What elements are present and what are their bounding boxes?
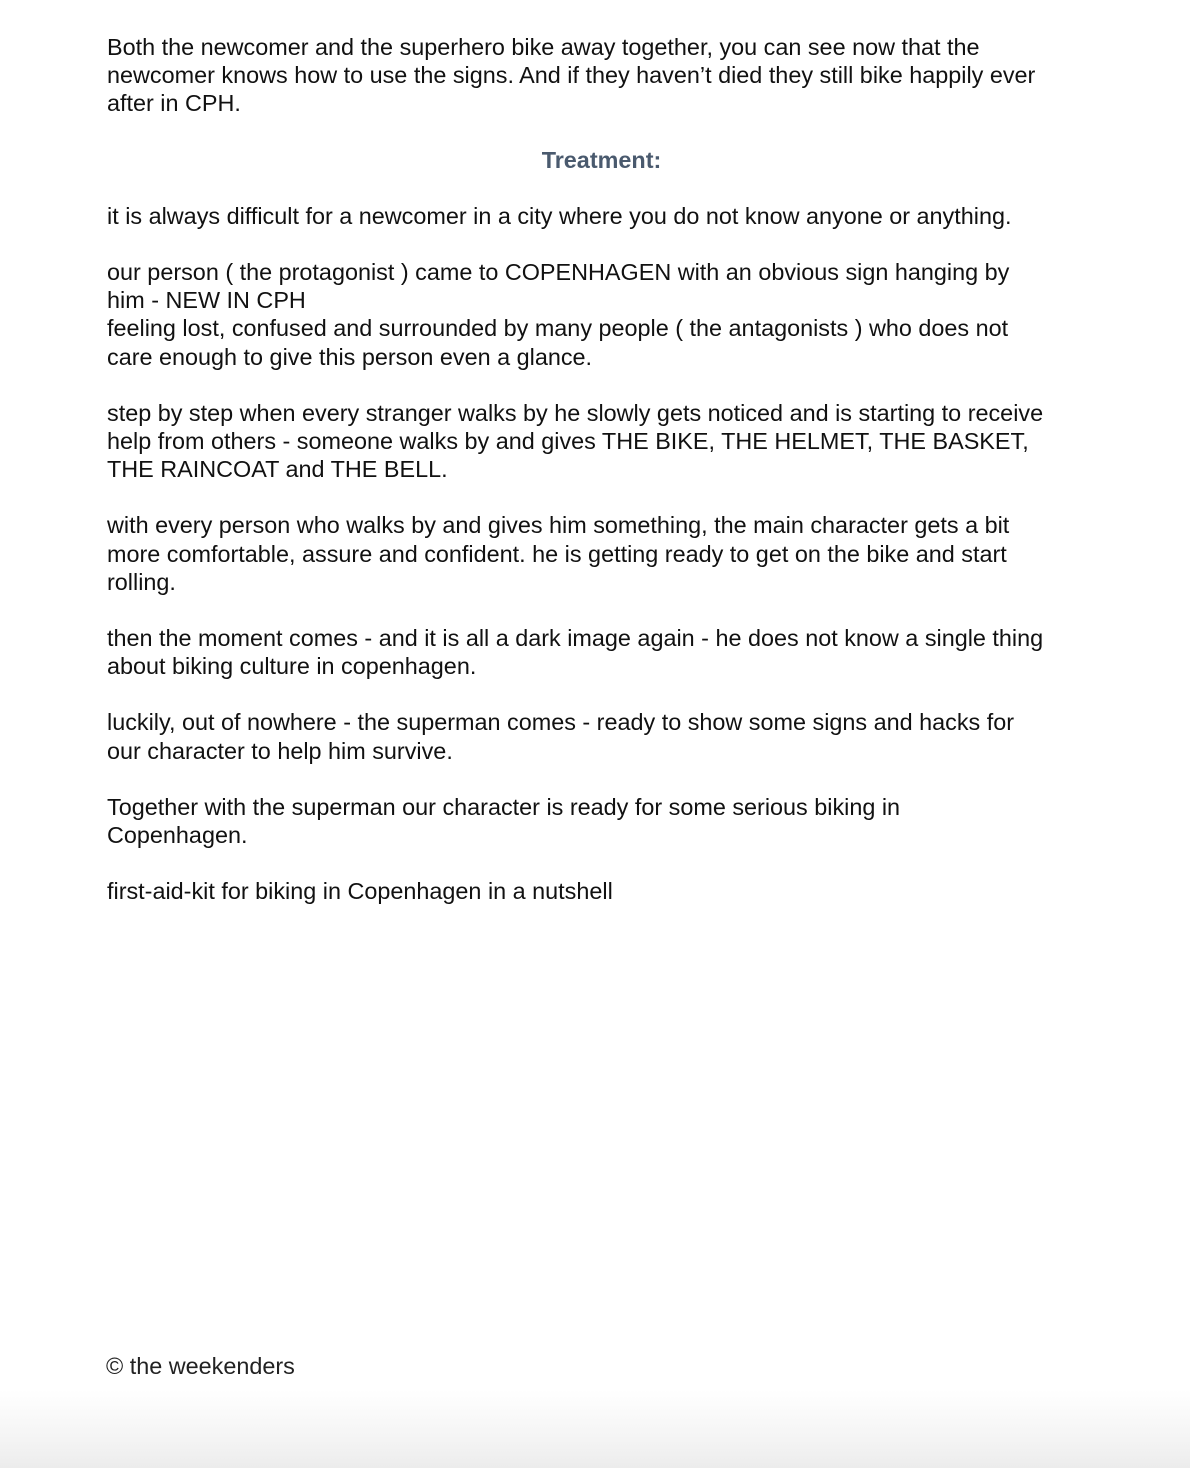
paragraph: then the moment comes - and it is all a dark image again - he does not know a single thing about biking culture in copenhagen. bbox=[107, 625, 1044, 680]
document-body bbox=[107, 33, 1097, 933]
paragraph: our person ( the protagonist ) came to COPENHAGEN with an obvious sign hanging by him - NEW IN CPH feeling lost, confused and surrounded by many people ( the antagonists ) who does not care enough to give this person even a glance. bbox=[107, 259, 1010, 370]
intro-paragraph: Both the newcomer and the superhero bike away together, you can see now that the newcomer knows how to use the signs. And if they haven’t died they still bike happily ever after in CPH. bbox=[107, 34, 1036, 117]
treatment-heading: Treatment: bbox=[541, 146, 662, 173]
paragraph: it is always difficult for a newcomer in a city where you do not know anyone or anything. bbox=[107, 202, 1012, 229]
paragraph: step by step when every stranger walks by he slowly gets noticed and is starting to receive help from others - someone walks by and gives THE BIKE, THE HELMET, THE BASKET, THE RAINCOAT and THE BELL. bbox=[107, 399, 1044, 483]
paragraph: luckily, out of nowhere - the superman comes - ready to show some signs and hacks for our character to help him survive. bbox=[107, 709, 1015, 764]
paragraph: Together with the superman our character is ready for some serious biking in Copenhagen. bbox=[107, 793, 901, 849]
paragraph: first-aid-kit for biking in Copenhagen in a nutshell bbox=[107, 878, 613, 905]
paragraph: with every person who walks by and gives him something, the main character gets a bit more comfortable, assure and confident. he is getting ready to get on the bike and start rolling. bbox=[107, 512, 1010, 595]
copyright-footer: © the weekenders bbox=[106, 1353, 295, 1379]
